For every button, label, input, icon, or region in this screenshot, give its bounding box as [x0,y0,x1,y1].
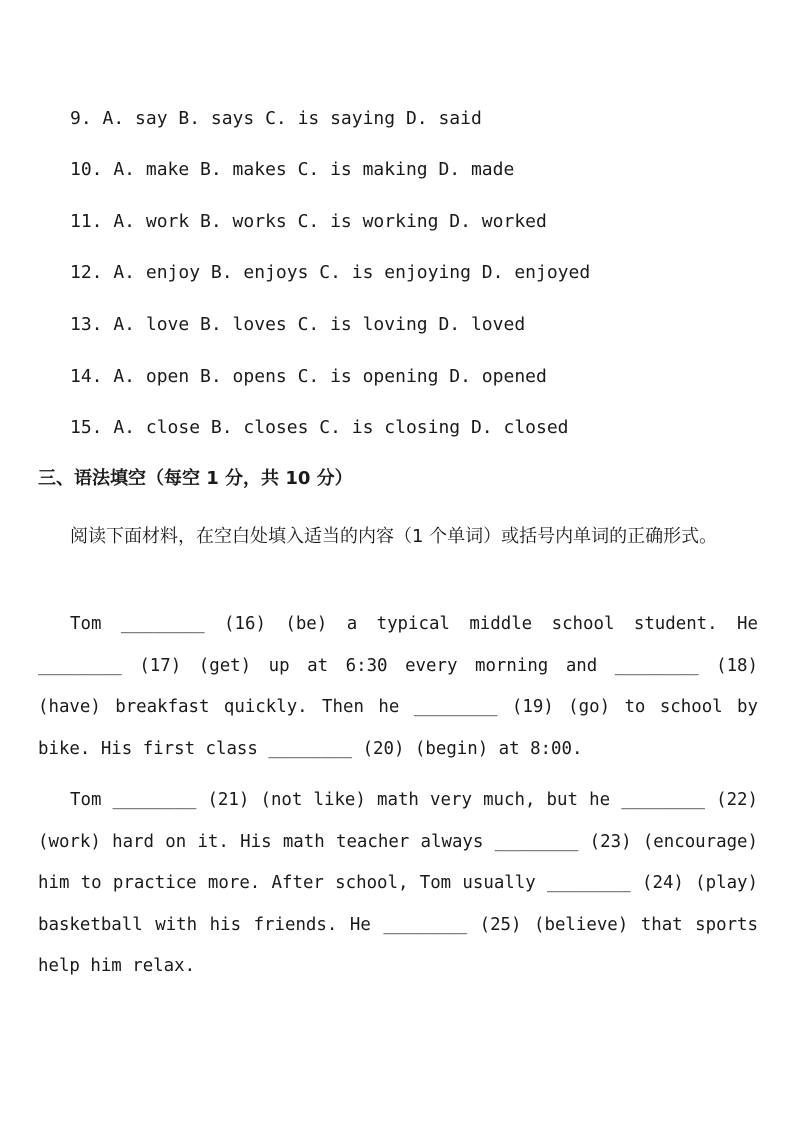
question-13-options: 13. A. love B. loves C. is loving D. loved [70,314,526,335]
passage-paragraph-1: Tom ________ (16) (be) a typical middle school student. He ________ (17) (get) up at 6:30 every morning and ________ (18) (have) breakfast quickly. Then he ________ (19) (go) to school by bike. His first class ________ (20) (begin) at 8:00. [38,614,758,759]
section-instruction: 阅读下面材料，在空白处填入适当的内容（1 个单词）或括号内单词的正确形式。 [70,526,718,547]
question-14-options: 14. A. open B. opens C. is opening D. opened [70,366,547,387]
question-15-options: 15. A. close B. closes C. is closing D. closed [70,417,569,438]
question-11-options: 11. A. work B. works C. is working D. worked [70,211,547,232]
section-heading: 三、语法填空（每空 1 分，共 10 分） [38,468,353,489]
passage-paragraph-2: Tom ________ (21) (not like) math very much, but he ________ (22) (work) hard on it. His math teacher always ________ (23) (encourage) him to practice more. After school, Tom usually ________ (24) (play) basketball with his friends. He ________ (25) (believe) that sports help him relax. [38,790,758,976]
question-9-options: 9. A. say B. says C. is saying D. said [70,108,482,129]
question-12-options: 12. A. enjoy B. enjoys C. is enjoying D. enjoyed [70,262,591,283]
question-10-options: 10. A. make B. makes C. is making D. made [70,159,515,180]
